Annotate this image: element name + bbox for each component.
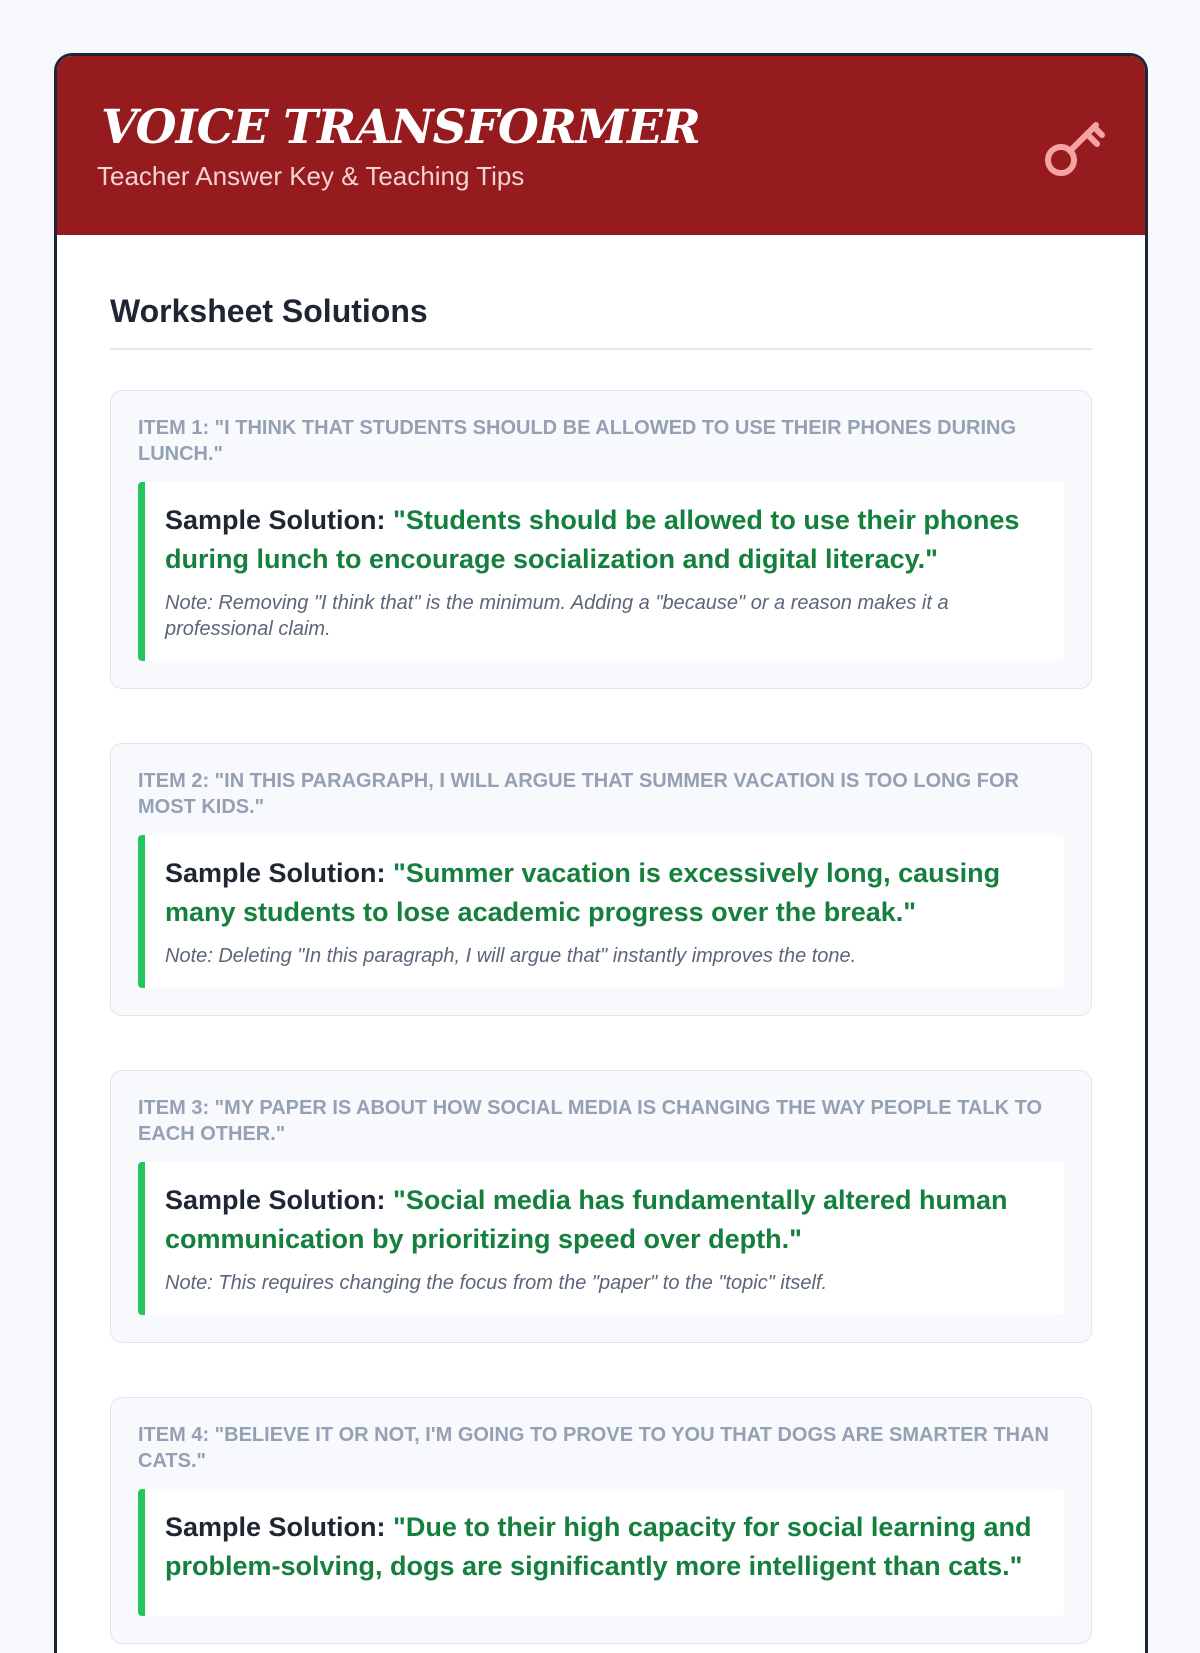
solution-box (138, 1489, 1064, 1616)
solution-value: "Students should be allowed to use their phones during lunch to encourage socialization and digital literacy." (165, 505, 1020, 574)
solution-value: "Due to their high capacity for social learning and problem-solving, dogs are significantly more intelligent than cats." (165, 1512, 1032, 1581)
solution-note: Note: Deleting "In this paragraph, I will argue that" instantly improves the tone. (165, 945, 857, 967)
item-prompt: ITEM 4: "BELIEVE IT OR NOT, I'M GOING TO PROVE TO YOU THAT DOGS ARE SMARTER THAN CATS." (138, 1424, 1049, 1472)
solution-text (165, 854, 1042, 932)
header-banner (57, 56, 1145, 235)
content-area (57, 235, 1145, 1644)
items-list (110, 390, 1092, 1644)
solution-label: Sample Solution: (165, 1512, 386, 1542)
item-card (110, 1070, 1092, 1343)
item-prompt: ITEM 1: "I THINK THAT STUDENTS SHOULD BE ALLOWED TO USE THEIR PHONES DURING LUNCH." (138, 417, 1017, 465)
answer-key-page (54, 53, 1148, 1653)
solution-note: Note: This requires changing the focus from the "paper" to the "topic" itself. (165, 1272, 828, 1294)
section-title: Worksheet Solutions (110, 291, 1092, 350)
item-card (110, 1397, 1092, 1644)
solution-box (138, 835, 1064, 988)
solution-note: Note: Removing "I think that" is the minimum. Adding a "because" or a reason makes it a professional claim. (165, 592, 949, 640)
solution-label: Sample Solution: (165, 1185, 386, 1215)
solution-label: Sample Solution: (165, 858, 386, 888)
item-card (110, 390, 1092, 689)
solution-text (165, 1508, 1042, 1586)
solution-text (165, 501, 1042, 579)
solution-value: "Social media has fundamentally altered human communication by prioritizing speed over depth." (165, 1185, 1008, 1254)
key-icon (1043, 114, 1107, 178)
solution-value: "Summer vacation is excessively long, causing many students to lose academic progress over the break." (165, 858, 1001, 927)
solution-text (165, 1181, 1042, 1259)
solution-box (138, 482, 1064, 661)
item-prompt: ITEM 2: "IN THIS PARAGRAPH, I WILL ARGUE THAT SUMMER VACATION IS TOO LONG FOR MOST KIDS." (138, 770, 1019, 818)
item-card (110, 743, 1092, 1016)
app-title: VOICE TRANSFORMER (101, 100, 700, 155)
solution-label: Sample Solution: (165, 505, 386, 535)
solution-box (138, 1162, 1064, 1315)
app-subtitle: Teacher Answer Key & Teaching Tips (97, 161, 525, 191)
item-prompt: ITEM 3: "MY PAPER IS ABOUT HOW SOCIAL MEDIA IS CHANGING THE WAY PEOPLE TALK TO EACH OTHER." (138, 1097, 1043, 1145)
